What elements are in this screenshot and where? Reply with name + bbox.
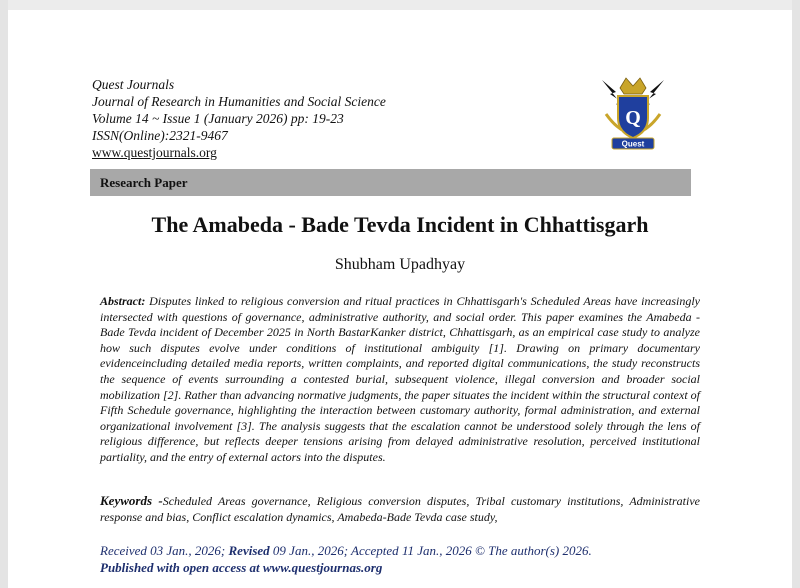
paper-title: The Amabeda - Bade Tevda Incident in Chhattisgarh [151, 212, 649, 237]
accepted-label: Accepted [351, 543, 399, 558]
paper-type-label: Research Paper [100, 175, 188, 190]
publisher-name: Quest Journals [92, 77, 175, 92]
keywords-text: Scheduled Areas governance, Religious conversion disputes, Tribal customary institutions, Administrative response and bias, Conflict escalation dynamics, Amabeda-Bade Tevda case study, [100, 494, 700, 524]
accepted-date: 11 Jan., 2026 [401, 543, 472, 558]
keywords-label: Keywords - [100, 493, 163, 508]
received-date: 03 Jan., 2026; [150, 543, 226, 558]
author-name: Shubham Upadhyay [334, 256, 466, 273]
received-label: Received [100, 543, 147, 558]
viewer-right-edge [792, 0, 800, 588]
keywords [100, 493, 700, 525]
abstract [100, 294, 700, 466]
revised-date: 09 Jan., 2026; [272, 543, 349, 558]
journal-name: Journal of Research in Humanities and Social Science [92, 94, 386, 109]
issn: ISSN(Online):2321-9467 [92, 128, 228, 143]
publication-dates [100, 542, 720, 576]
viewer-top-edge [0, 0, 800, 10]
open-access-label: Published with open access at [100, 560, 260, 575]
logo-letter: Q [625, 107, 641, 129]
revised-label: Revised [228, 543, 270, 558]
abstract-label: Abstract: [100, 294, 146, 308]
logo-text: Quest [621, 139, 645, 149]
open-access-url[interactable]: www.questjournas.org [262, 560, 383, 575]
viewer-left-edge [0, 0, 8, 588]
abstract-text: Disputes linked to religious conversion and ritual practices in Chhattisgarh's Scheduled Areas have increasingly intersected with questions of governance, administrative authority, and social order. This paper examines the Amabeda - Bade Tevda incident of December 2025 in North BastarKanker district, Chhattisgarh, as an empirical case study to analyze how such disputes evolve under conditions of institutional ambiguity [1]. Drawing on primary documentary evidenceincluding detailed media reports, written complaints, and reported digital communications, the study reconstructs the sequence of events surrounding a contested burial, subsequent violence, illegal conversion and broader social mobilization [2]. Rather than advancing normative judgments, the paper situates the incident within the structural context of Fifth Schedule governance, highlighting the interaction between customary authority, formal administration, and external organizational involvement [3]. The analysis suggests that the escalation cannot be understood solely through the lens of religious difference, but reflects deeper tensions arising from delayed administrative resolution, perceived institutional partiality, and the entry of external actors into the disputes. [100, 294, 701, 464]
journal-url-link[interactable]: www.questjournals.org [92, 145, 217, 160]
volume-issue: Volume 14 ~ Issue 1 (January 2026) pp: 19-23 [92, 111, 344, 126]
journal-header [92, 76, 386, 161]
quest-logo [596, 74, 670, 152]
paper-type-bar [90, 169, 691, 196]
copyright: © The author(s) 2026. [475, 543, 592, 558]
